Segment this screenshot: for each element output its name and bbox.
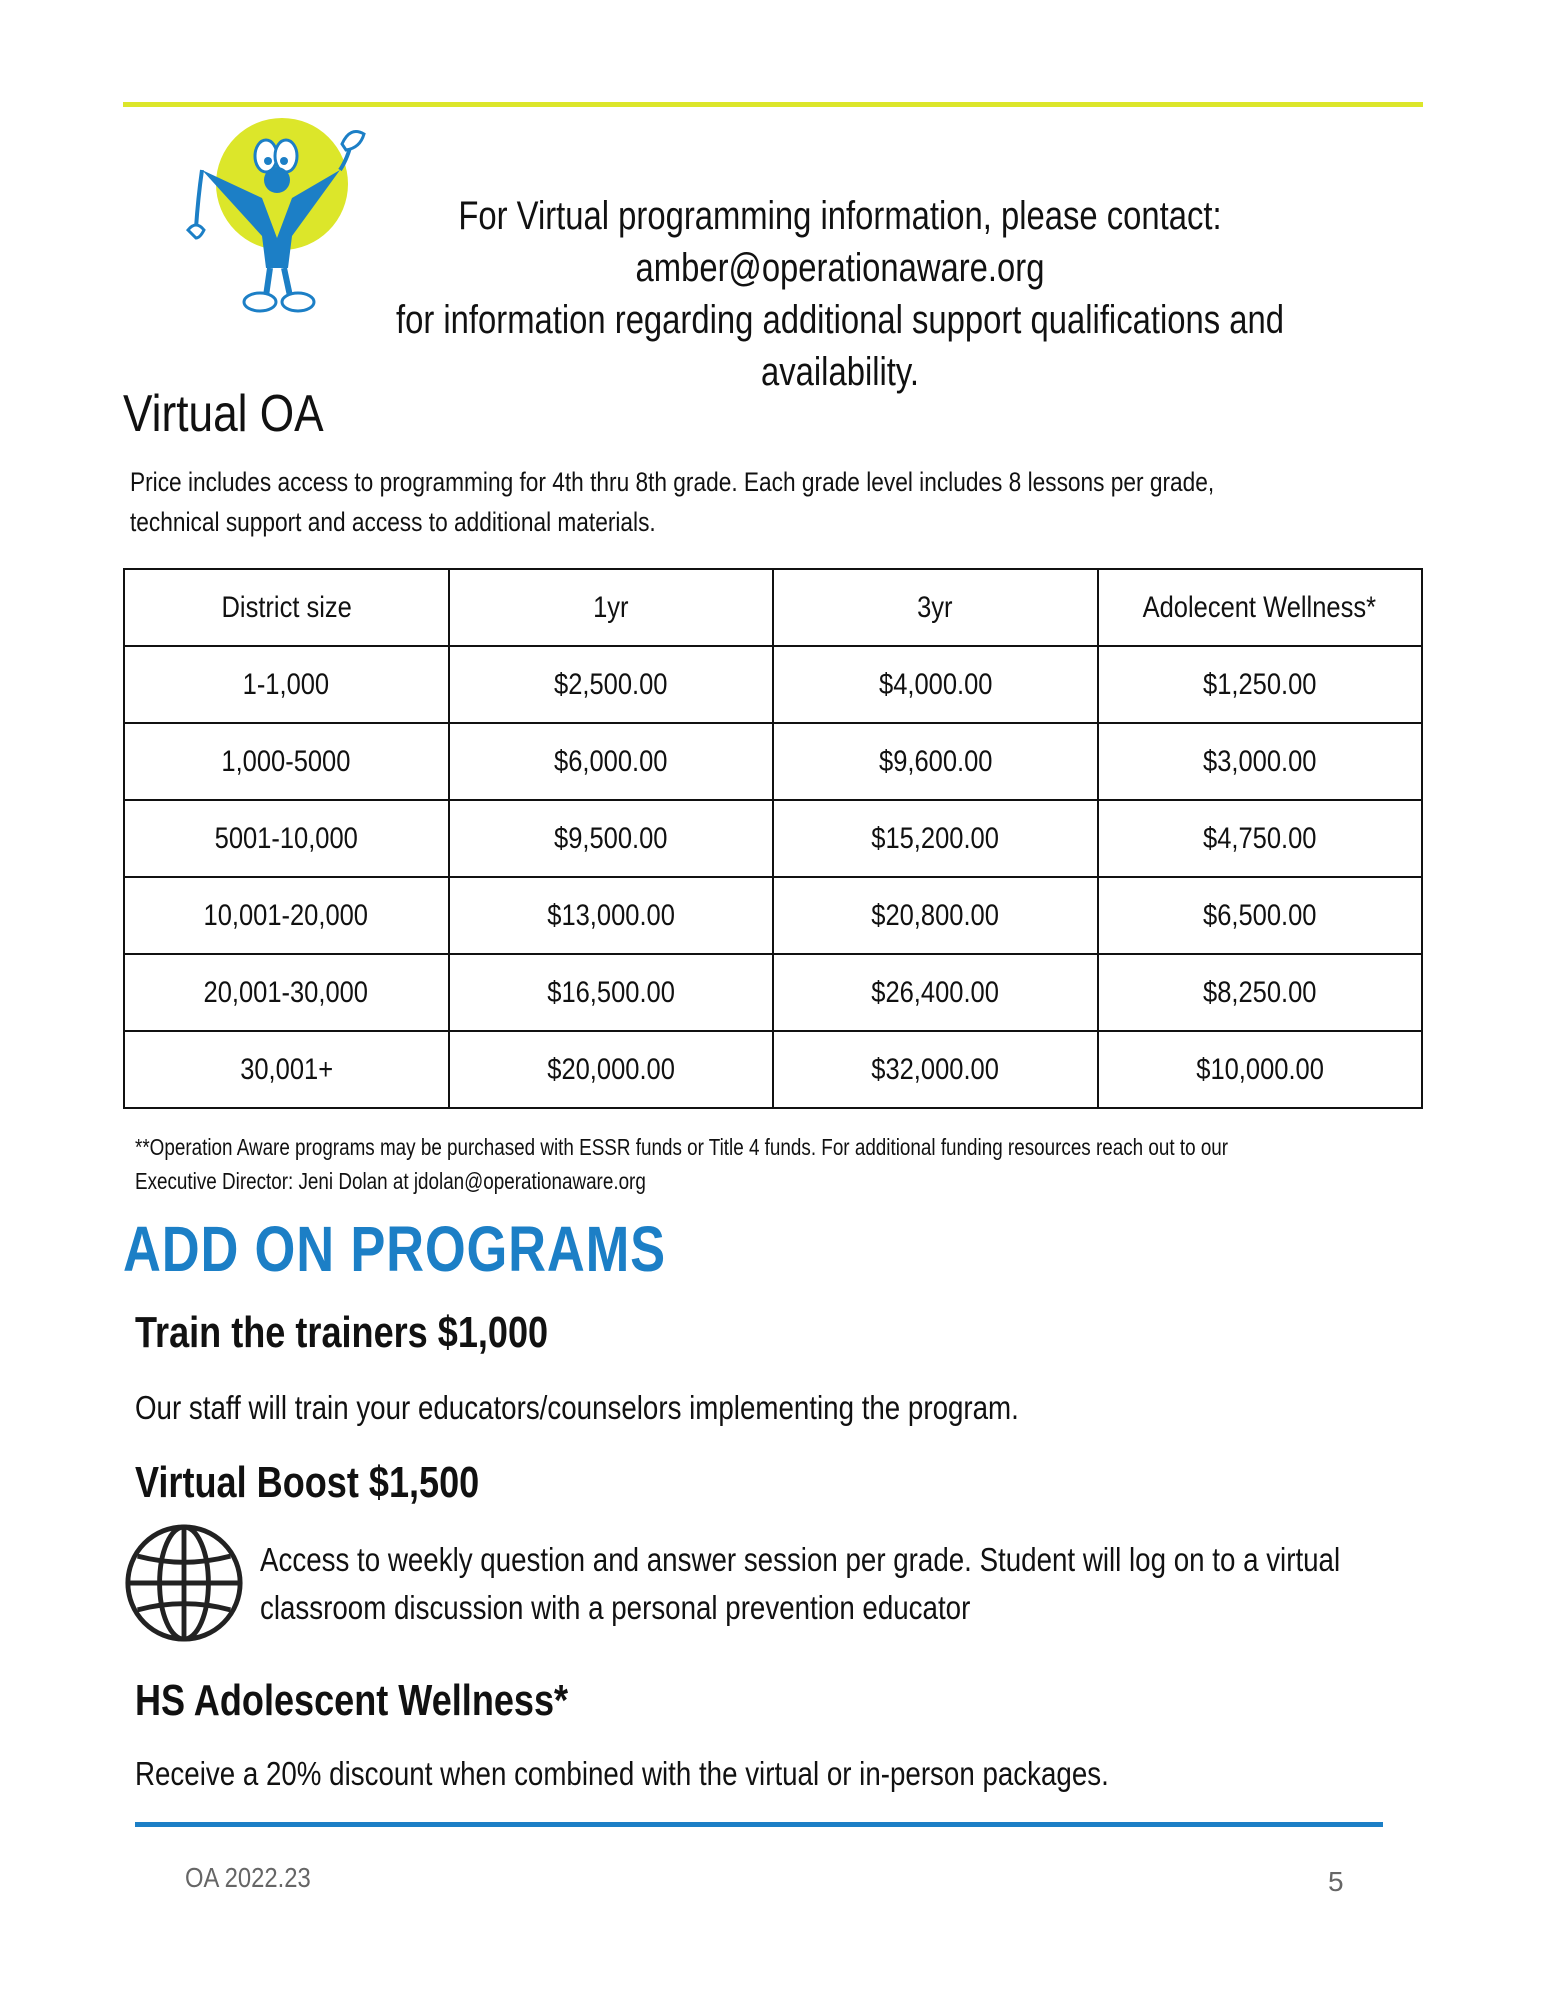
contact-line: For Virtual programming information, please contact: [458, 194, 1222, 238]
globe-icon [123, 1522, 245, 1644]
table-row [124, 800, 1422, 877]
top-divider [123, 102, 1423, 107]
funding-footnote: **Operation Aware programs may be purchased with ESSR funds or Title 4 funds. For additional funding resources reach out to our Executive Director: Jeni Dolan at jdolan@operationaware.org [135, 1134, 1229, 1194]
table-header-row [124, 569, 1422, 646]
table-cell: $4,750.00 [1098, 800, 1423, 877]
column-header: Adolecent Wellness* [1098, 569, 1423, 646]
section-title: Virtual OA [123, 385, 324, 443]
mascot-logo [180, 118, 370, 318]
table-cell: 10,001-20,000 [124, 877, 449, 954]
table-cell: $6,500.00 [1098, 877, 1423, 954]
program-title: HS Adolescent Wellness* [135, 1676, 569, 1725]
table-cell: $20,000.00 [449, 1031, 774, 1108]
table-row [124, 877, 1422, 954]
contact-line: for information regarding additional support qualifications and availability. [396, 298, 1284, 394]
table-row [124, 1031, 1422, 1108]
table-cell: $10,000.00 [1098, 1031, 1423, 1108]
table-cell: $15,200.00 [773, 800, 1098, 877]
table-cell: $3,000.00 [1098, 723, 1423, 800]
contact-email-link[interactable]: amber@operationaware.org [635, 246, 1045, 290]
table-cell: 1,000-5000 [124, 723, 449, 800]
table-cell: $2,500.00 [449, 646, 774, 723]
table-cell: $4,000.00 [773, 646, 1098, 723]
page-number: 5 [1328, 1866, 1344, 1897]
program-description: Our staff will train your educators/counselors implementing the program. [135, 1389, 1019, 1426]
column-header: District size [124, 569, 449, 646]
program-description: Access to weekly question and answer session per grade. Student will log on to a virtual classroom discussion with a personal prevention educator [260, 1541, 1341, 1626]
table-cell: 30,001+ [124, 1031, 449, 1108]
program-title: Virtual Boost $1,500 [135, 1458, 480, 1507]
table-cell: $1,250.00 [1098, 646, 1423, 723]
table-cell: $20,800.00 [773, 877, 1098, 954]
table-row [124, 723, 1422, 800]
intro-text: Price includes access to programming for 4th thru 8th grade. Each grade level includes 8 lessons per grade, technical support and access to additional materials. [130, 467, 1215, 537]
table-cell: $9,500.00 [449, 800, 774, 877]
table-cell: $13,000.00 [449, 877, 774, 954]
bottom-divider [135, 1822, 1383, 1827]
pricing-table [123, 568, 1423, 1109]
addon-section-title: ADD ON PROGRAMS [123, 1213, 666, 1285]
footer-doc-code: OA 2022.23 [185, 1862, 311, 1893]
table-cell: $6,000.00 [449, 723, 774, 800]
table-cell: 1-1,000 [124, 646, 449, 723]
program-title: Train the trainers $1,000 [135, 1308, 549, 1357]
table-cell: $32,000.00 [773, 1031, 1098, 1108]
program-description: Receive a 20% discount when combined with the virtual or in-person packages. [135, 1755, 1109, 1792]
column-header: 3yr [773, 569, 1098, 646]
table-cell: $26,400.00 [773, 954, 1098, 1031]
column-header: 1yr [449, 569, 774, 646]
table-cell: $8,250.00 [1098, 954, 1423, 1031]
table-row [124, 646, 1422, 723]
table-cell: 20,001-30,000 [124, 954, 449, 1031]
table-row [124, 954, 1422, 1031]
table-cell: 5001-10,000 [124, 800, 449, 877]
contact-block [364, 190, 1315, 398]
table-cell: $16,500.00 [449, 954, 774, 1031]
table-cell: $9,600.00 [773, 723, 1098, 800]
